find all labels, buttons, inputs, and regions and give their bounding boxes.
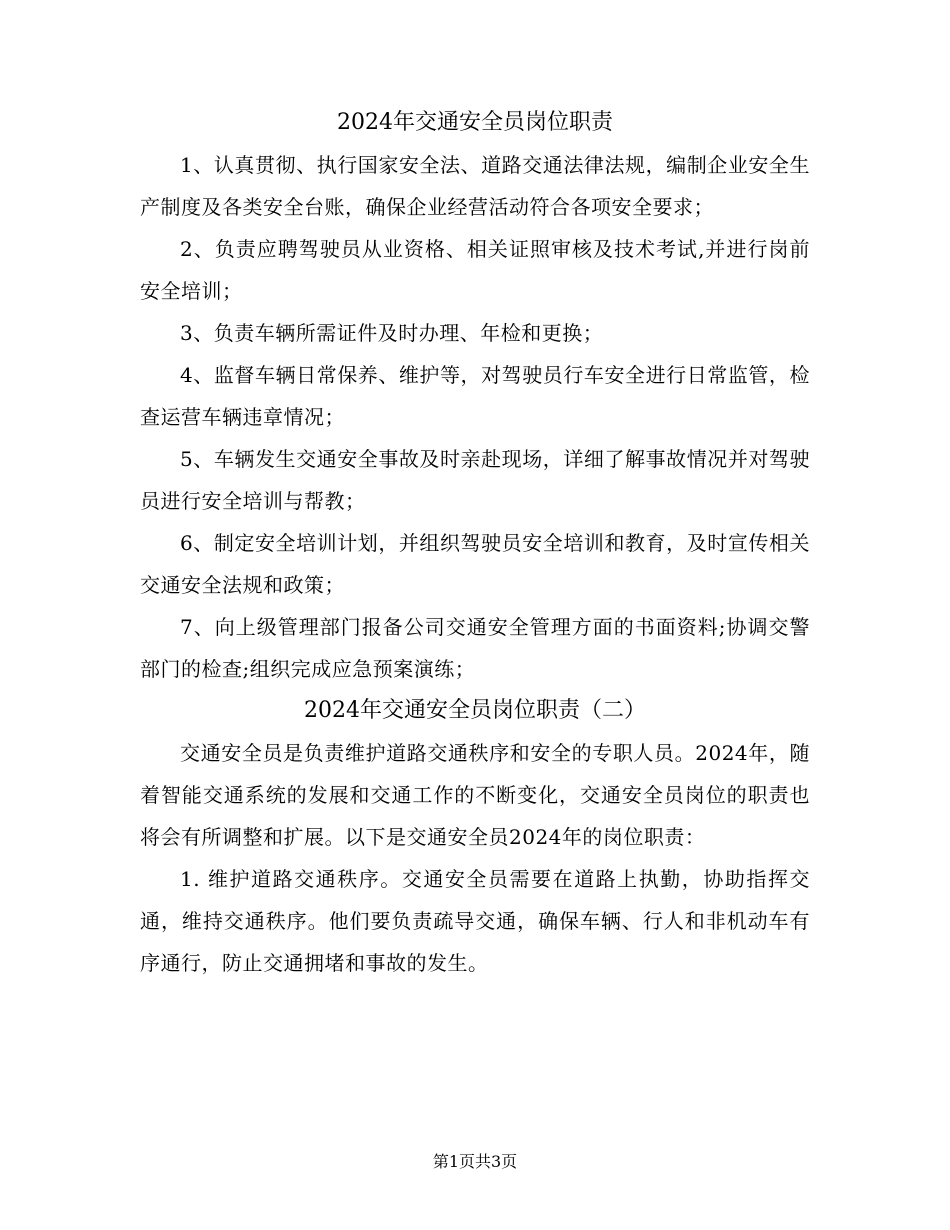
duty-item-3: 3、负责车辆所需证件及时办理、年检和更换； <box>180 321 604 345</box>
duty-item-1: 1、认真贯彻、执行国家安全法、道路交通法律法规，编制企业安全生产制度及各类安全台账，确保企业经营活动符合各项安全要求； <box>140 153 810 219</box>
duty-item-7: 7、向上级管理部门报备公司交通安全管理方面的书面资料;协调交警部门的检查;组织完成应急预案演练； <box>140 615 810 681</box>
document-body <box>140 102 810 984</box>
duty-item-4: 4、监督车辆日常保养、维护等，对驾驶员行车安全进行日常监管，检查运营车辆违章情况； <box>140 363 810 429</box>
page-number-footer: 第1页共3页 <box>432 1152 518 1171</box>
section-2-title: 2024年交通安全员岗位职责（二） <box>304 698 646 723</box>
section-2-duty-item-1: 1. 维护道路交通秩序。交通安全员需要在道路上执勤，协助指挥交通，维持交通秩序。他们要负责疏导交通，确保车辆、行人和非机动车有序通行，防止交通拥堵和事故的发生。 <box>140 867 810 975</box>
duty-item-6: 6、制定安全培训计划，并组织驾驶员安全培训和教育，及时宣传相关交通安全法规和政策； <box>140 531 810 597</box>
section-2-intro: 交通安全员是负责维护道路交通秩序和安全的专职人员。2024年，随着智能交通系统的发展和交通工作的不断变化，交通安全员岗位的职责也将会有所调整和扩展。以下是交通安全员2024年的岗位职责： <box>140 741 810 849</box>
duty-item-5: 5、车辆发生交通安全事故及时亲赴现场，详细了解事故情况并对驾驶员进行安全培训与帮教； <box>140 447 810 513</box>
document-title: 2024年交通安全员岗位职责 <box>337 110 613 135</box>
duty-item-2: 2、负责应聘驾驶员从业资格、相关证照审核及技术考试,并进行岗前安全培训； <box>140 237 810 303</box>
